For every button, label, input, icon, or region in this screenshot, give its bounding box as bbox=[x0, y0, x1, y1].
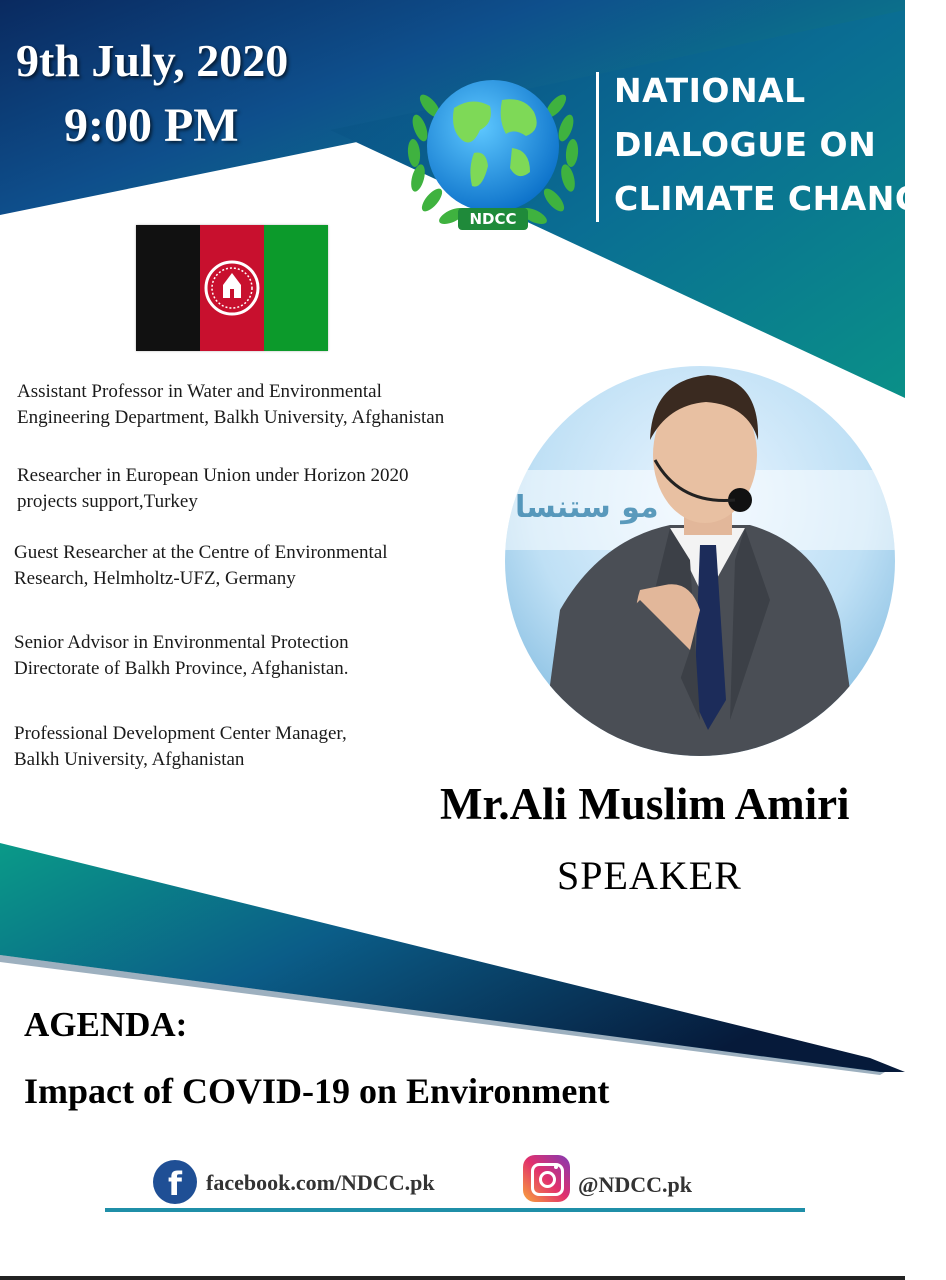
flag-emblem-icon bbox=[200, 225, 264, 351]
event-date: 9th July, 2020 bbox=[16, 35, 289, 86]
bio-item bbox=[14, 630, 349, 682]
facebook-link[interactable]: facebook.com/NDCC.pk bbox=[206, 1170, 435, 1195]
bio-item bbox=[14, 721, 347, 773]
bio-line: Balkh University, Afghanistan bbox=[14, 749, 245, 770]
bio-line: Senior Advisor in Environmental Protection bbox=[14, 632, 349, 653]
bio-line: Research, Helmholtz-UFZ, Germany bbox=[14, 568, 296, 589]
bio-item bbox=[14, 540, 388, 592]
bio-line: Directorate of Balkh Province, Afghanistan. bbox=[14, 658, 349, 679]
ndcc-logo bbox=[402, 68, 584, 233]
bio-line: Guest Researcher at the Centre of Environmental bbox=[14, 542, 388, 563]
bio-line: Professional Development Center Manager, bbox=[14, 723, 347, 744]
org-title-line-1: NATIONAL bbox=[614, 71, 806, 110]
bio-line: Assistant Professor in Water and Environmental bbox=[17, 381, 382, 402]
speaker-name: Mr.Ali Muslim Amiri bbox=[440, 779, 850, 829]
agenda-topic: Impact of COVID-19 on Environment bbox=[24, 1071, 610, 1111]
bio-line: Engineering Department, Balkh University, Afghanistan bbox=[17, 407, 445, 428]
org-title-line-2: DIALOGUE ON bbox=[614, 125, 877, 164]
instagram-icon[interactable] bbox=[523, 1155, 570, 1202]
globe-laurel-icon bbox=[402, 68, 584, 233]
photo-backdrop-text: مو ستنسا bbox=[515, 490, 659, 525]
logo-label: NDCC bbox=[469, 210, 517, 228]
bio-line: projects support,Turkey bbox=[17, 491, 198, 512]
afghanistan-flag bbox=[136, 225, 328, 351]
bio-item bbox=[17, 463, 409, 515]
bio-line: Researcher in European Union under Horizon 2020 bbox=[17, 465, 409, 486]
facebook-icon[interactable]: f bbox=[153, 1160, 197, 1204]
bio-item bbox=[17, 379, 444, 431]
instagram-handle[interactable]: @NDCC.pk bbox=[578, 1172, 692, 1197]
agenda-label: AGENDA: bbox=[24, 1005, 188, 1044]
speaker-role: SPEAKER bbox=[557, 853, 742, 898]
org-title-line-3: CLIMATE CHANGE bbox=[614, 179, 946, 218]
event-time: 9:00 PM bbox=[64, 99, 239, 152]
